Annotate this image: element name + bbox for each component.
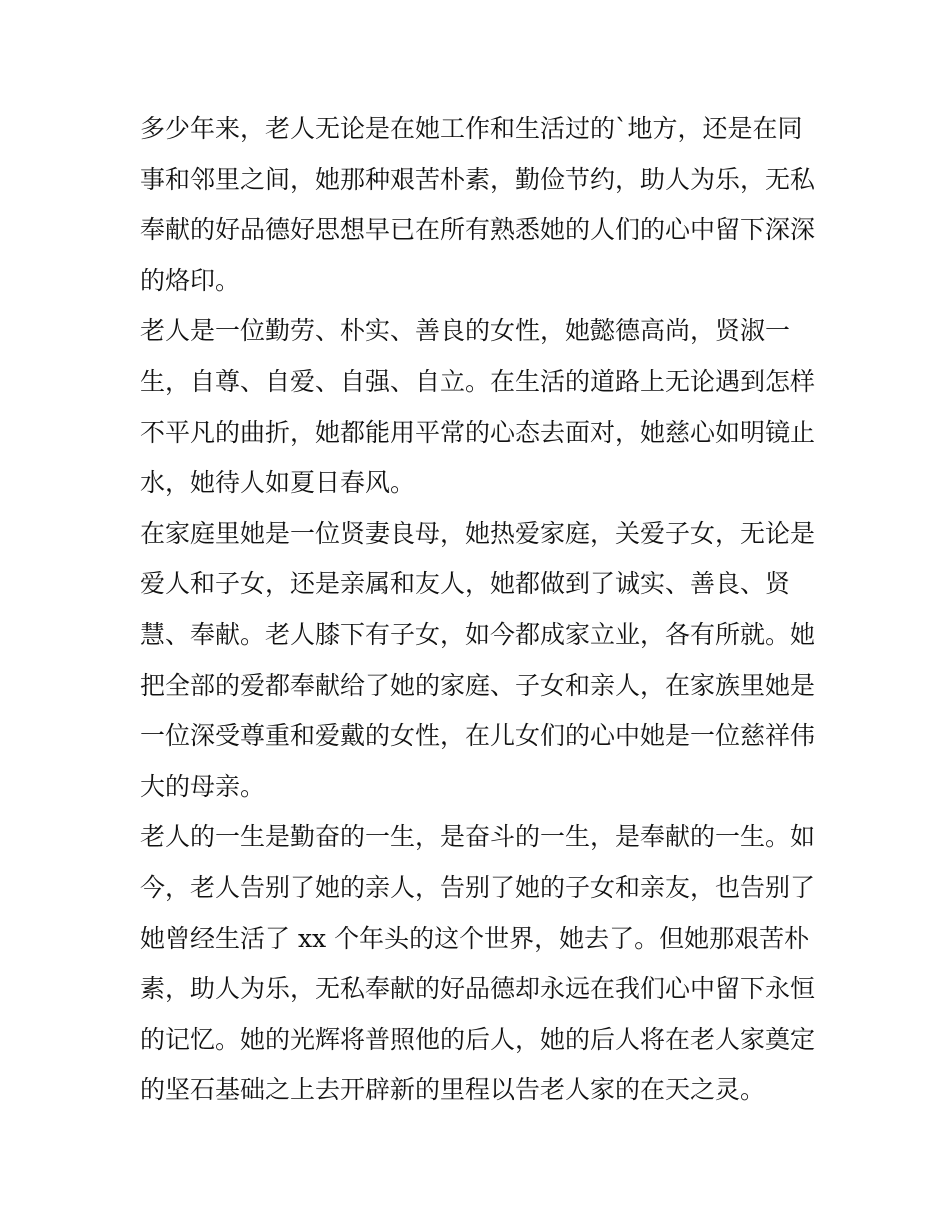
paragraph-4: 老人的一生是勤奋的一生，是奋斗的一生，是奉献的一生。如 今，老人告别了她的亲人，告别了她的子女和亲友，也告别了 她曾经生活了 xx 个年头的这个世界，她去了。但她那艰苦朴 素，助人为乐，无私奉献的好品德却永远在我们心中留下永恒 的记忆。她的光辉将普照他的后人，她的后人将在老人家奠定 的坚石基础之上去开辟新的里程以告老人家的在天之灵。 [140, 822, 816, 1105]
paragraph-1: 多少年来，老人无论是在她工作和生活过的`地方，还是在同 事和邻里之间，她那种艰苦朴素，勤俭节约，助人为乐，无私 奉献的好品德好思想早已在所有熟悉她的人们的心中留下深深 的烙印。 [140, 114, 816, 295]
paragraph-3: 在家庭里她是一位贤妻良母，她热爱家庭，关爱子女，无论是 爱人和子女，还是亲属和友人，她都做到了诚实、善良、贤 慧、奉献。老人膝下有子女，如今都成家立业，各有所就。她 把全部的爱都奉献给了她的家庭、子女和亲人，在家族里她是 一位深受尊重和爱戴的女性，在儿女们的心中她是一位慈祥伟 大的母亲。 [140, 518, 816, 801]
document-body [140, 104, 820, 1116]
paragraph-2: 老人是一位勤劳、朴实、善良的女性，她懿德高尚，贤淑一 生，自尊、自爱、自强、自立。在生活的道路上无论遇到怎样 不平凡的曲折，她都能用平常的心态去面对，她慈心如明镜止 水，她待人如夏日春风。 [140, 316, 816, 498]
